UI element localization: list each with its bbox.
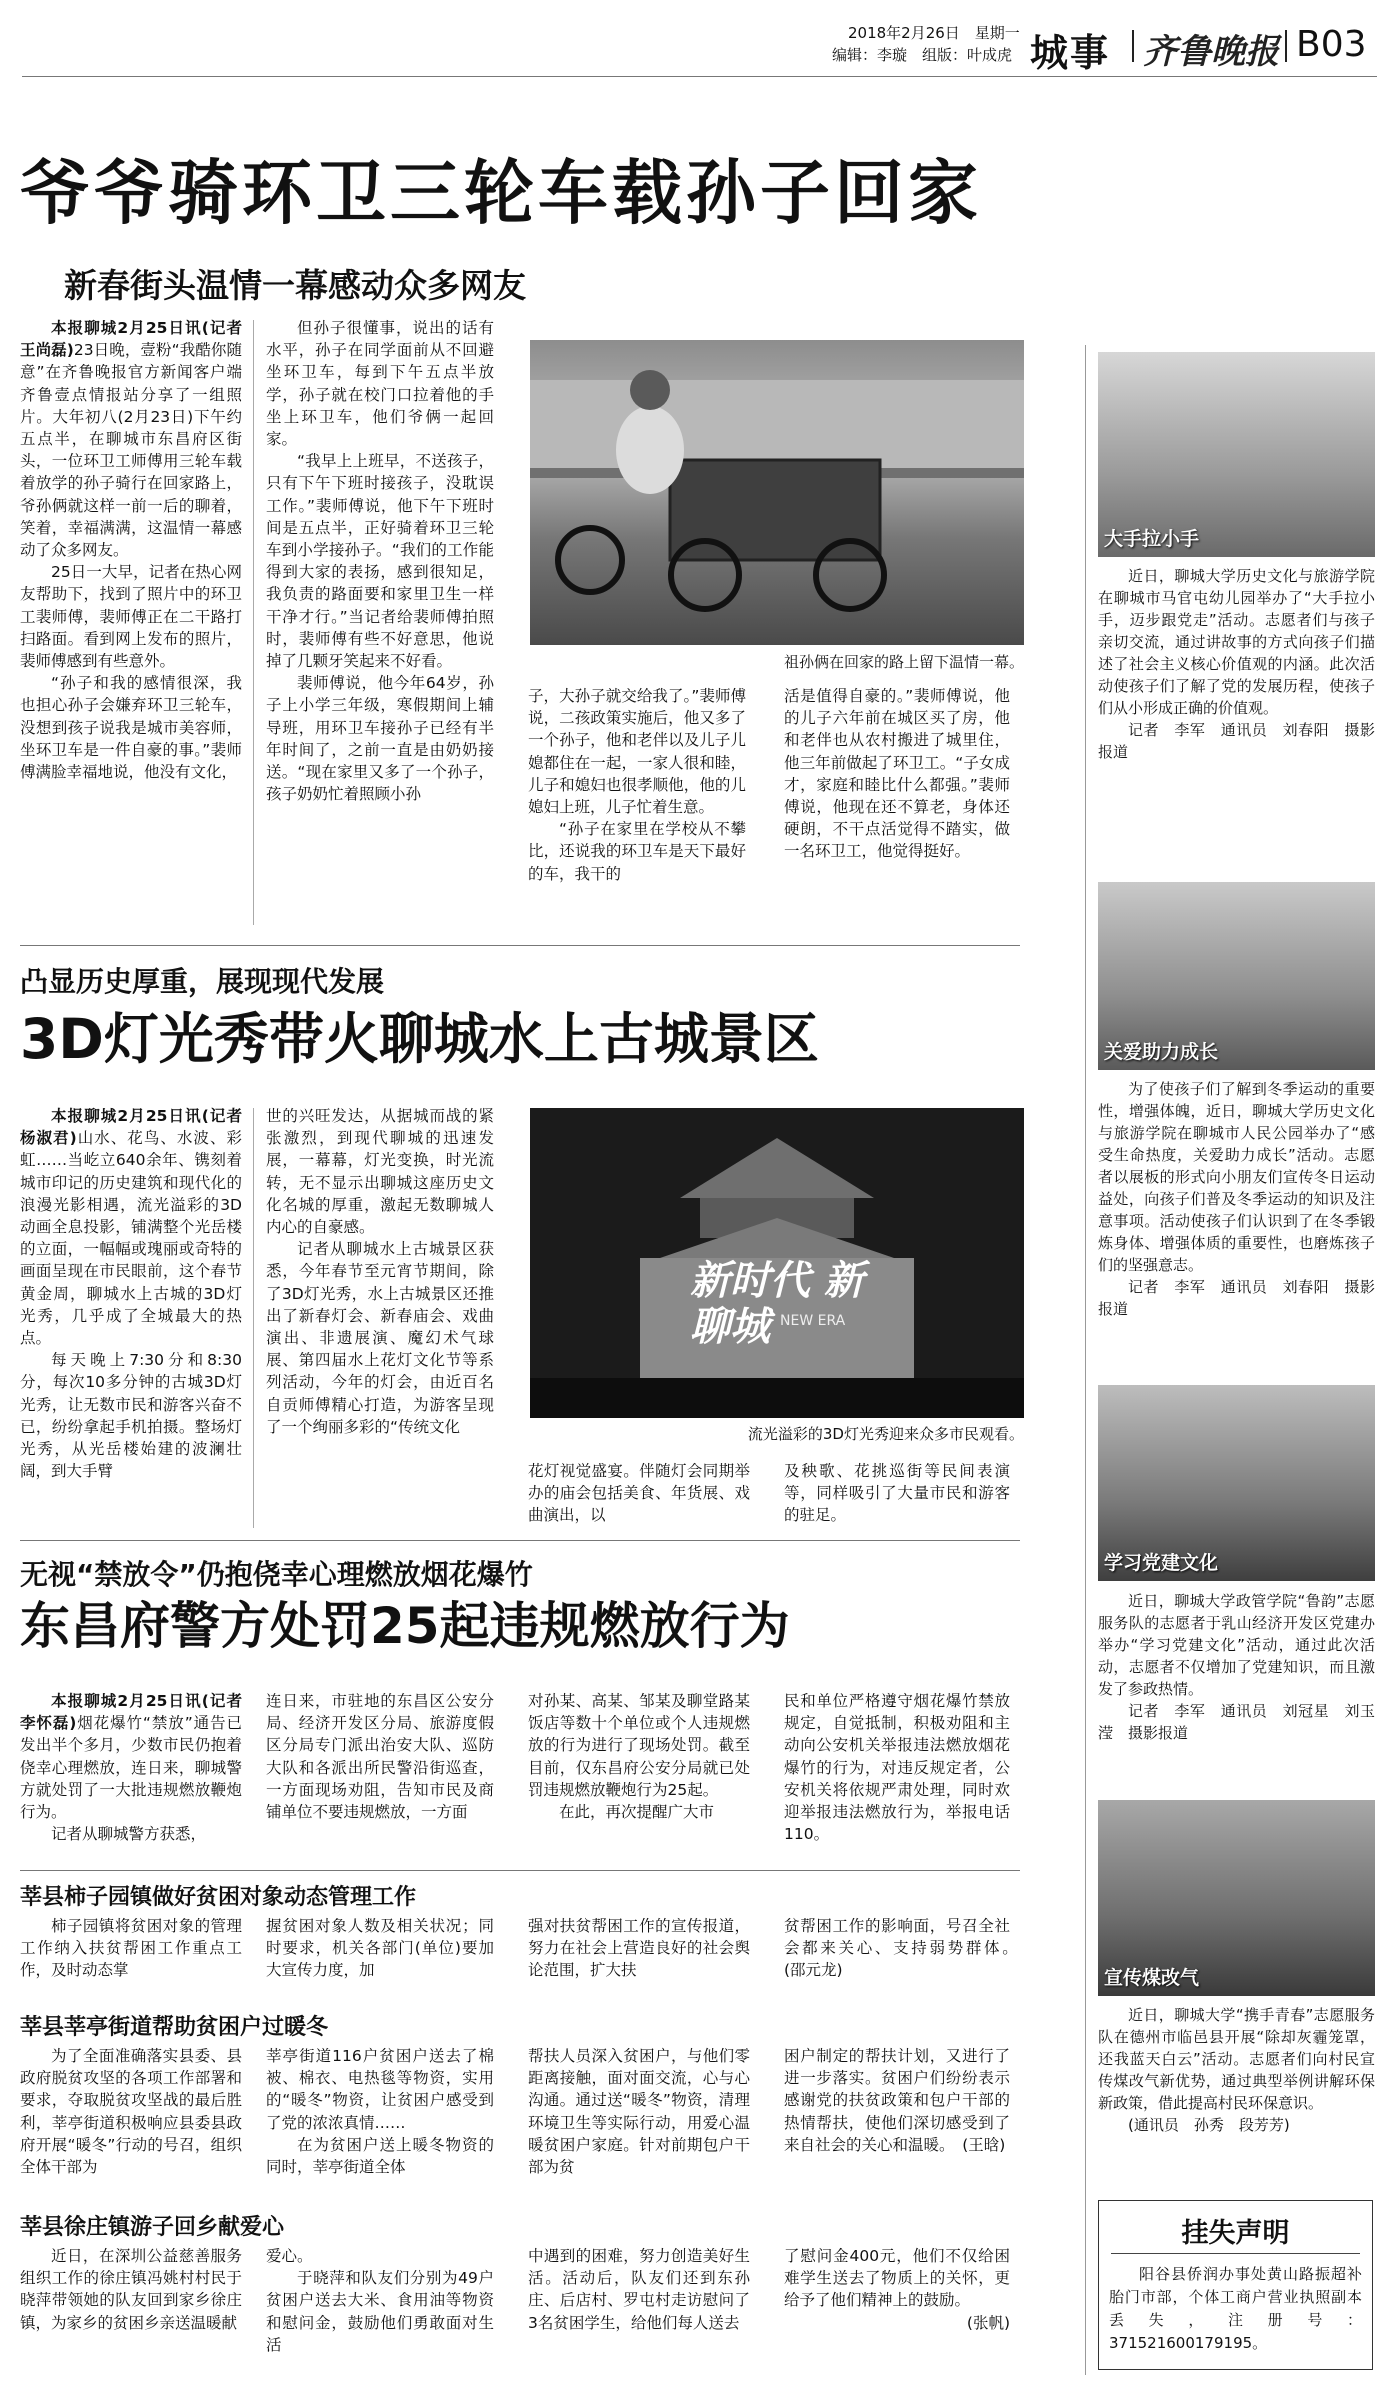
- story2-col3: [528, 1460, 750, 1530]
- story3-col2-p1: 连日来，市驻地的东昌区公安分局、经济开发区分局、旅游度假区分局专门派出治安大队、巡防大队和各派出所民警沿街巡查，一方面现场劝阻，告知市民及商铺单位不要违规燃放，一方面: [266, 1692, 494, 1822]
- story3-headline: 东昌府警方处罚25起违规燃放行为: [20, 1597, 790, 1655]
- sidebar-credit-1: 记者 李军 通讯员 刘春阳 摄影报道: [1098, 721, 1375, 761]
- story2-photo-overlay-2: NEW ERA: [780, 1313, 846, 1329]
- story3-col1-p1: 烟花爆竹“禁放”通告已发出半个多月，少数市民仍抱着侥幸心理燃放，连日来，聊城警方就处罚了一大批违规燃放鞭炮行为。: [20, 1714, 242, 1822]
- story1-col3-p1: 子，大孙子就交给我了。”裴师傅说，二孩政策实施后，他又多了一个孙子，他和老伴以及儿子儿媳都住在一起，一家人很和睦，儿子和媳妇也很孝顺他，他的儿媳妇上班，儿子忙着生意。: [528, 687, 746, 817]
- story4-col1-p1: 柿子园镇将贫困对象的管理工作纳入扶贫帮困工作重点工作，及时动态掌: [20, 1917, 242, 1980]
- story6-col4-p1: 了慰问金400元，他们不仅给困难学生送去了物质上的关怀，更给予了他们精神上的鼓励。: [784, 2247, 1010, 2310]
- story4-col2-p1: 握贫困对象人数及相关状况；同时要求，机关各部门(单位)要加大宣传力度，加: [266, 1917, 494, 1980]
- sidebar-text-3-p1: 近日，聊城大学政管学院“鲁韵”志愿服务队的志愿者于乳山经济开发区党建办举办“学习党建文化”活动，通过此次活动，志愿者不仅增加了党建知识，而且激发了参政热情。: [1098, 1592, 1375, 1698]
- story1-bottom-rule: [20, 945, 1020, 946]
- header-rule: [22, 76, 1377, 77]
- story5-col2-p2: 在为贫困户送上暖冬物资的同时，莘亭街道全体: [266, 2135, 494, 2177]
- sidebar-photo-3: [1098, 1385, 1375, 1581]
- story6-col4-p2: (张帆): [966, 2313, 1010, 2332]
- lost-notice-body: 阳谷县侨润办事处黄山路振超补胎门市部，个体工商户营业执照副本丢失，注册号：371521600179195。: [1109, 2265, 1362, 2352]
- story2-col2-p2: 记者从聊城水上古城景区获悉，今年春节至元宵节期间，除了3D灯光秀，水上古城景区还推出了新春灯会、新春庙会、戏曲演出、非遗展演、魔幻术气球展、第四届水上花灯文化节等系列活动，今年的灯会，由近百名自贡师傅精心打造，为游客呈现了一个绚丽多彩的“传统文化: [266, 1240, 494, 1436]
- sidebar-text-1: [1098, 565, 1375, 870]
- sidebar-text-4-p1: 近日，聊城大学“携手青春”志愿服务队在德州市临邑县开展“除却灰霾笼罩，还我蓝天白云”活动。志愿者们向村民宣传煤改气新优势，通过典型举例讲解环保新政策，借此提高村民环保意识。: [1098, 2006, 1375, 2112]
- story1-col1-p1: 23日晚，壹粉“我酷你随意”在齐鲁晚报官方新闻客户端齐鲁壹点情报站分享了一组照片。大年初八(2月23日)下午约五点半，在聊城市东昌府区街头，一位环卫工师傅用三轮车载着放学的孙子骑行在回家路上，爷孙俩就这样一前一后的聊着，笑着，幸福满满，这温情一幕感动了众多网友。: [20, 341, 242, 560]
- story5-col2: [266, 2045, 494, 2205]
- story4-col4-p1: 贫帮困工作的影响面，号召全社会都来关心、支持弱势群体。 (邵元龙): [784, 1917, 1026, 1980]
- header-divider: [1132, 30, 1134, 62]
- story1-col4: [784, 685, 1010, 930]
- story1-col4-p1: 活是值得自豪的。”裴师傅说，他的儿子六年前在城区买了房，他和老伴也从农村搬进了城里住，他三年前做起了环卫工。“子女成才，家庭和睦比什么都强。”裴师傅说，他现在还不算老，身体还硬朗，不干点活觉得不踏实，做一名环卫工，他觉得挺好。: [784, 687, 1010, 861]
- story4-col1: [20, 1915, 242, 2005]
- story5-col2-p1: 莘亭街道116户贫困户送去了棉被、棉衣、电热毯等物资，实用的“暖冬”物资，让贫困户感受到了党的浓浓真情……: [266, 2047, 494, 2132]
- sidebar-credit-2: 记者 李军 通讯员 刘春阳 摄影报道: [1098, 1278, 1375, 1318]
- story1-col2: [266, 317, 494, 929]
- story3-kicker: 无视“禁放令”仍抱侥幸心理燃放烟花爆竹: [20, 1558, 533, 1591]
- story1-col1: [20, 317, 242, 929]
- sidebar-credit-4: (通讯员 孙秀 段芳芳): [1128, 2116, 1290, 2134]
- story3-col3: [528, 1690, 750, 1865]
- story2-bottom-rule: [20, 1540, 1020, 1541]
- story2-photo-caption: 流光溢彩的3D灯光秀迎来众多市民观看。: [747, 1425, 1024, 1443]
- story6-col1: [20, 2245, 242, 2380]
- header-editor-line: 编辑：李璇 组版：叶成虎: [832, 46, 1013, 64]
- story3-bottom-rule: [20, 1870, 1020, 1871]
- story1-col2-p2: “我早上上班早，不送孩子，只有下午下班时接孩子，没耽误工作。”裴师傅说，他下午下班时间是五点半，正好骑着环卫三轮车到小学接孙子。“我们的工作能得到大家的表扬，感到很知足，我负责的路面要和家里卫生一样干净才行。”当记者给裴师傅拍照时，裴师傅有些不好意思，他说掉了几颗牙笑起来不好看。: [266, 452, 494, 671]
- story3-col1-p2: 记者从聊城警方获悉，: [51, 1825, 207, 1844]
- story2-photo: [530, 1108, 1024, 1418]
- page-number: B03: [1296, 24, 1367, 65]
- story2-col2: [266, 1105, 494, 1530]
- story5-col3-p1: 帮扶人员深入贫困户，与他们零距离接触，面对面交流，心与心沟通。通过送“暖冬”物资，清理环境卫生等实际行动，用爱心温暖贫困户家庭。针对前期包户干部为贫: [528, 2047, 750, 2177]
- story6-col1-p1: 近日，在深圳公益慈善服务组织工作的徐庄镇冯姚村村民于晓萍带领她的队友回到家乡徐庄镇，为家乡的贫困乡亲送温暖献: [20, 2247, 242, 2332]
- sidebar-tag-1: 大手拉小手: [1104, 528, 1200, 550]
- story1-subhead: 新春街头温情一幕感动众多网友: [64, 266, 526, 305]
- story2-col-rule-1: [253, 1108, 254, 1528]
- sidebar-text-1-p1: 近日，聊城大学历史文化与旅游学院在聊城市马官屯幼儿园举办了“大手拉小手，迈步跟党走”活动。志愿者们与孩子亲切交流，通过讲故事的方式向孩子们描述了社会主义核心价值观的内涵。此次活动使孩子们了解了党的发展历程，使孩子们从小形成正确的价值观。: [1098, 567, 1375, 717]
- sidebar-text-2: [1098, 1078, 1375, 1378]
- sidebar-tag-4: 宣传煤改气: [1104, 1967, 1200, 1989]
- story1-col2-p3: 裴师傅说，他今年64岁，孙子上小学三年级，寒假期间上辅导班，用环卫车接孙子已经有半年时间了，之前一直是由奶奶接送。“现在家里又多了一个孙子，孩子奶奶忙着照顾小孙: [266, 674, 494, 804]
- sidebar-text-4: [1098, 2004, 1375, 2194]
- header-paper-logo: 齐鲁晚报: [1143, 32, 1279, 72]
- story2-kicker: 凸显历史厚重，展现现代发展: [20, 965, 385, 998]
- sidebar-photo-4: [1098, 1800, 1375, 1996]
- sidebar-photo-2: [1098, 882, 1375, 1070]
- sidebar-text-2-p1: 为了使孩子们了解到冬季运动的重要性，增强体魄，近日，聊城大学历史文化与旅游学院在聊城市人民公园举办了“感受生命热度，关爱助力成长”活动。志愿者以展板的形式向小朋友们宣传冬日运动益处，向孩子们普及冬季运动的知识及注意事项。活动使孩子们认识到了在冬季锻炼身体、增强体质的重要性，也磨炼孩子们的坚强意志。: [1098, 1080, 1375, 1274]
- header-divider-2: [1285, 30, 1287, 62]
- story1-col1-p3: “孙子和我的感情很深，我也担心孙子会嫌弃环卫三轮车，没想到孩子说我是城市美容师，坐环卫车是一件自豪的事。”裴师傅满脸幸福地说，他没有文化，: [20, 674, 242, 782]
- sidebar-divider: [1085, 345, 1086, 2375]
- story6-col4: [784, 2245, 1010, 2380]
- story2-col2-p1: 世的兴旺发达，从据城而战的紧张激烈，到现代聊城的迅速发展，一幕幕，灯光变换，时光流转，无不显示出聊城这座历史文化名城的厚重，激起无数聊城人内心的自豪感。: [266, 1107, 494, 1237]
- story6-col3-p1: 中遇到的困难，努力创造美好生活。活动后，队友们还到东孙庄、后店村、罗屯村走访慰问了3名贫困学生，给他们每人送去: [528, 2247, 750, 2332]
- story6-col2-p1: 爱心。: [266, 2247, 313, 2265]
- story2-col1: [20, 1105, 242, 1530]
- header-section: 城事: [1030, 31, 1111, 75]
- story4-col2: [266, 1915, 494, 2005]
- story6-col3: [528, 2245, 750, 2380]
- story5-headline: 莘县莘亭街道帮助贫困户过暖冬: [20, 2015, 329, 2040]
- story4-col3: [528, 1915, 750, 2005]
- story1-col3: [528, 685, 746, 930]
- story3-col3-p2: 在此，再次提醒广大市: [559, 1803, 715, 1822]
- lost-notice-rule: [1111, 2253, 1360, 2254]
- story3-col1: [20, 1690, 242, 1865]
- story4-headline: 莘县柿子园镇做好贫困对象动态管理工作: [20, 1885, 417, 1910]
- story1-col-rule-1: [253, 320, 254, 925]
- story3-col3-p1: 对孙某、高某、邹某及聊堂路某饭店等数十个单位或个人违规燃放的行为进行了现场处罚。截至目前，仅东昌府公安分局就已处罚违规燃放鞭炮行为25起。: [528, 1692, 750, 1799]
- story2-col1-p2: 每天晚上7:30分和8:30分，每次10多分钟的古城3D灯光秀，让无数市民和游客兴奋不已，纷纷拿起手机拍摄。整场灯光秀，从光岳楼始建的波澜壮阔，到大手臂: [20, 1351, 242, 1481]
- lost-notice-title: 挂失声明: [1181, 2218, 1290, 2249]
- header-date-line: 2018年2月26日 星期一: [848, 24, 1020, 42]
- sidebar-tag-3: 学习党建文化: [1104, 1552, 1219, 1574]
- story1-lead: 本报聊城2月25日讯(记者 王尚磊): [20, 319, 242, 360]
- lost-notice-box: [1098, 2200, 1373, 2370]
- story1-headline: 爷爷骑环卫三轮车载孙子回家: [20, 152, 982, 234]
- sidebar-tag-2: 关爱助力成长: [1104, 1041, 1219, 1063]
- story1-col3-p2: “孙子在家里在学校从不攀比，还说我的环卫车是天下最好的车，我干的: [528, 820, 746, 883]
- story2-col4-p1: 及秧歌、花挑巡街等民间表演等，同样吸引了大量市民和游客的驻足。: [784, 1462, 1010, 1525]
- sidebar-credit-3: 记者 李军 通讯员 刘冠星 刘玉滢 摄影报道: [1098, 1702, 1375, 1742]
- tricycle-illustration: [530, 340, 1024, 645]
- story6-col2-p2: 于晓萍和队友们分别为49户贫困户送去大米、食用油等物资和慰问金，鼓励他们勇敢面对生活: [266, 2269, 494, 2354]
- story3-col2: [266, 1690, 494, 1865]
- story3-col4-p1: 民和单位严格遵守烟花爆竹禁放规定，自觉抵制，积极劝阻和主动向公安机关举报违法燃放烟花爆竹的行为，对违反规定者，公安机关将依规严肃处理，同时欢迎举报违法燃放行为，举报电话110。: [784, 1692, 1010, 1844]
- story2-col4: [784, 1460, 1010, 1530]
- story5-col1: [20, 2045, 242, 2205]
- story4-col3-p1: 强对扶贫帮困工作的宣传报道，努力在社会上营造良好的社会舆论范围，扩大扶: [528, 1917, 750, 1980]
- story1-photo: [530, 340, 1024, 645]
- story1-col2-p1: 但孙子很懂事，说出的话有水平，孙子在同学面前从不回避坐环卫车，每到下午五点半放学，孙子就在校门口拉着他的手坐上环卫车，他们爷俩一起回家。: [266, 319, 494, 449]
- story2-photo-overlay: 新时代 新聊城: [690, 1258, 864, 1350]
- sidebar-photo-1: [1098, 352, 1375, 557]
- story6-col2: [266, 2245, 494, 2380]
- story2-col3-p1: 花灯视觉盛宴。伴随灯会同期举办的庙会包括美食、年货展、戏曲演出，以: [528, 1462, 750, 1525]
- sidebar-text-3: [1098, 1590, 1375, 1790]
- story5-col4: [784, 2045, 1010, 2205]
- story1-photo-caption: 祖孙俩在回家的路上留下温情一幕。: [783, 653, 1024, 671]
- story2-col1-p1: 山水、花鸟、水波、彩虹……当屹立640余年、镌刻着城市印记的历史建筑和现代化的浪漫光影相遇，流光溢彩的3D动画全息投影，铺满整个光岳楼的立面，一幅幅或瑰丽或奇特的画面呈现在市民眼前，这个春节黄金周，聊城水上古城的3D灯光秀，几乎成了全城最大的热点。: [20, 1129, 242, 1348]
- story2-headline: 3D灯光秀带火聊城水上古城景区: [20, 1007, 819, 1071]
- story5-col3: [528, 2045, 750, 2205]
- story5-col4-p1: 困户制定的帮扶计划，又进行了进一步落实。贫困户们纷纷表示感谢党的扶贫政策和包户干部的热情帮扶，使他们深切感受到了来自社会的关心和温暖。 (王晗): [784, 2047, 1010, 2154]
- story4-col4: [784, 1915, 1026, 2005]
- story6-headline: 莘县徐庄镇游子回乡献爱心: [20, 2215, 285, 2240]
- story3-col4: [784, 1690, 1010, 1865]
- story5-col1-p1: 为了全面准确落实县委、县政府脱贫攻坚的各项工作部署和要求，夺取脱贫攻坚战的最后胜利，莘亭街道积极响应县委县政府开展“暖冬”行动的号召，组织全体干部为: [20, 2047, 242, 2177]
- story2-lead: 本报聊城2月25日讯(记者 杨淑君): [20, 1107, 242, 1148]
- story3-lead: 本报聊城2月25日讯(记者 李怀磊): [20, 1692, 242, 1733]
- story1-col1-p2: 25日一大早，记者在热心网友帮助下，找到了照片中的环卫工裴师傅，裴师傅正在二干路打扫路面。看到网上发布的照片，裴师傅感到有些意外。: [20, 563, 242, 671]
